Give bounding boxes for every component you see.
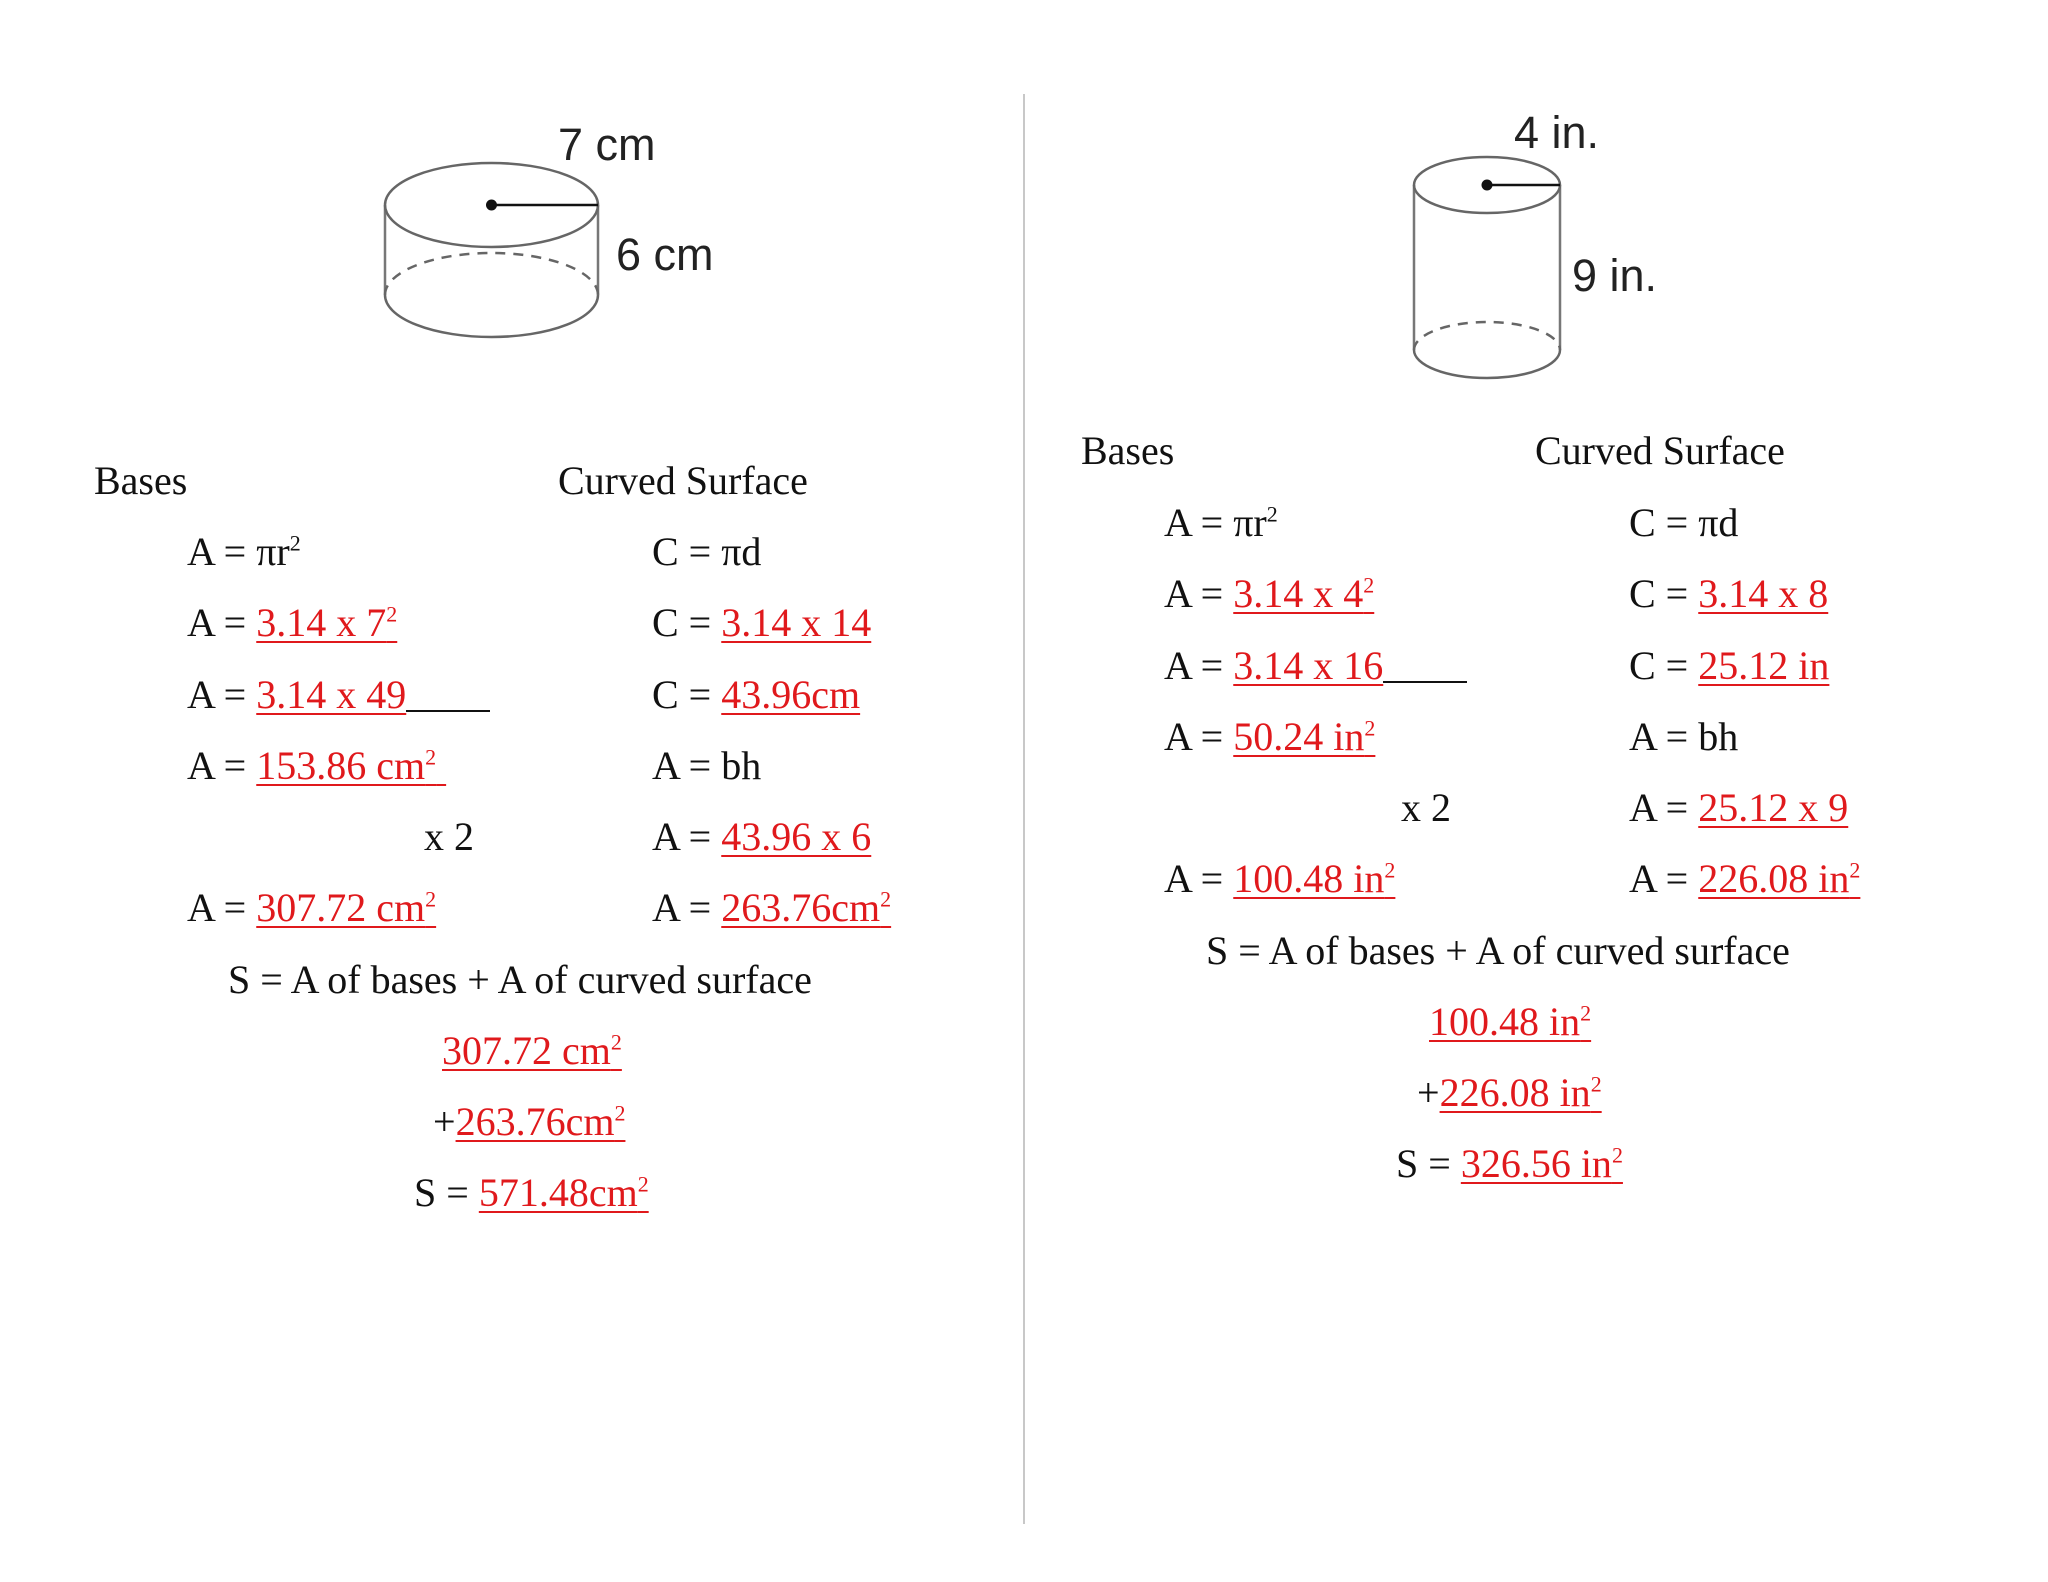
right-bases-result: A = 100.48 $in^2$ <box>1164 856 1396 901</box>
right-curved-step-3: A = 25.12 x 9 <box>1629 785 1849 830</box>
right-bases-formula: $A = \pi r^2$ <box>1164 500 1278 545</box>
right-radius-label: 4 in. <box>1514 107 1600 158</box>
left-bases-step-2: A = 3.14 x 49 <box>187 675 490 715</box>
right-bases-step-2: A = 3.14 x 16 <box>1164 646 1467 686</box>
right-curved-header: Curved Surface <box>1535 428 1785 473</box>
left-radius-label: 7 cm <box>558 119 656 170</box>
right-bases-multiplier: x 2 <box>1401 785 1451 830</box>
left-curved-formula: C = πd <box>652 529 762 574</box>
right-curved-result: A = 226.08 $in^2$ <box>1629 856 1861 901</box>
right-cylinder-diagram <box>1408 150 1578 390</box>
right-bases-step-1: A = 3.14 x $4^2$ <box>1164 571 1375 616</box>
right-bases-header: Bases <box>1081 428 1175 473</box>
left-bases-header: Bases <box>94 458 188 503</box>
left-summary-formula: S = A of bases + A of curved surface <box>228 957 812 1002</box>
right-summary-total: S = 326.56 $in^2$ <box>1396 1141 1623 1186</box>
right-bases-step-3: A = 50.24 $in^2$ <box>1164 714 1376 759</box>
right-curved-step-2: C = 25.12 in <box>1629 643 1830 688</box>
left-height-label: 6 cm <box>616 229 714 280</box>
left-curved-header: Curved Surface <box>558 458 808 503</box>
right-summary-addend-1: 100.48 $in^2$ <box>1429 999 1592 1044</box>
left-curved-area-formula: A = bh <box>652 743 762 788</box>
left-bases-multiplier: x 2 <box>424 814 474 859</box>
right-curved-area-formula: A = bh <box>1629 714 1739 759</box>
left-bases-result: A = 307.72 $cm^2$ <box>187 885 437 930</box>
left-bases-formula: $A = \pi r^2$ <box>187 529 301 574</box>
left-cylinder-diagram <box>380 155 610 355</box>
left-summary-addend-1: 307.72 $cm^2$ <box>442 1028 622 1073</box>
left-curved-result: $A = 263.76cm^2$ <box>652 885 892 930</box>
left-bases-step-1: A = 3.14 x $7^2$ <box>187 600 398 645</box>
column-divider <box>1023 94 1025 1524</box>
left-summary-total: $S = 571.48cm^2$ <box>414 1170 649 1215</box>
right-summary-formula: S = A of bases + A of curved surface <box>1206 928 1790 973</box>
right-summary-addend-2: +226.08 $in^2$ <box>1417 1070 1602 1115</box>
right-curved-step-1: C = 3.14 x 8 <box>1629 571 1829 616</box>
right-curved-formula: C = πd <box>1629 500 1739 545</box>
left-bases-step-3: A = 153.86 $cm^2$ <box>187 743 437 788</box>
left-curved-step-3: A = 43.96 x 6 <box>652 814 872 859</box>
right-height-label: 9 in. <box>1572 250 1658 301</box>
left-summary-addend-2: $+263.76cm^2$ <box>433 1099 626 1144</box>
left-curved-step-1: C = 3.14 x 14 <box>652 600 872 645</box>
left-curved-step-2: C = 43.96cm <box>652 672 861 717</box>
